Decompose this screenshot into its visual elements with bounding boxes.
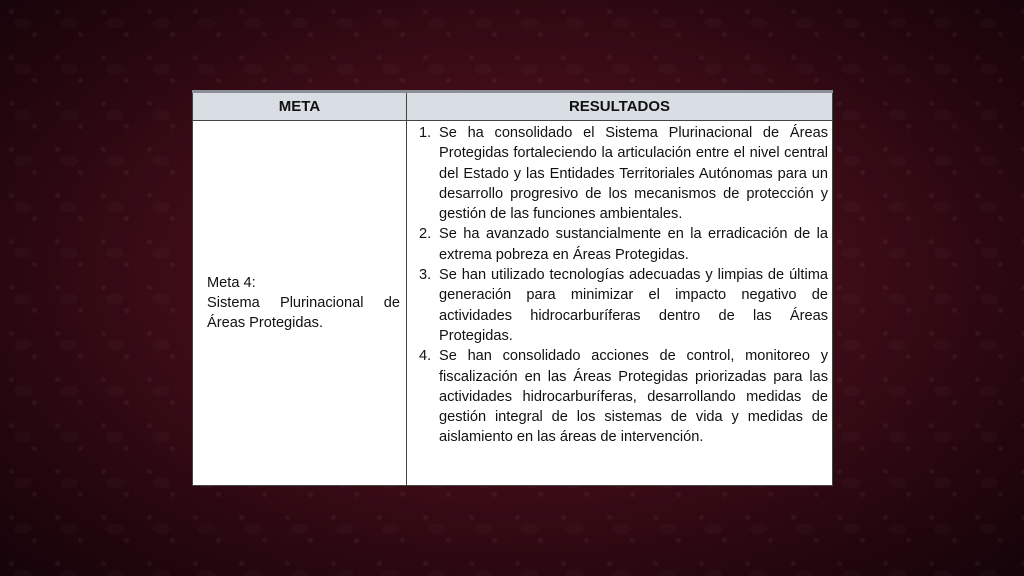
- table-row: [193, 121, 833, 486]
- meta-cell: [193, 121, 407, 486]
- item-number: 1.: [419, 125, 432, 141]
- item-number: 4.: [419, 348, 432, 365]
- item-number: 2.: [419, 226, 432, 243]
- meta-title: Meta 4:: [207, 274, 256, 291]
- list-item: [411, 265, 828, 346]
- item-text: Se ha avanzado sustancialmente en la erradicación de la extrema pobreza en Áreas Protegidas.: [439, 226, 828, 263]
- table: [192, 90, 833, 486]
- item-number: 3.: [419, 267, 432, 284]
- item-text: Se ha consolidado el Sistema Plurinacional de Áreas Protegidas fortaleciendo la articulación entre el nivel central del Estado y las Entidades Territoriales Autónomas para un desarrollo progresivo de los mecanismos de protección y gestión de las funciones ambientales.: [439, 125, 828, 223]
- list-item: [411, 123, 828, 224]
- meta-description: Sistema Plurinacional de Áreas Protegidas.: [207, 294, 400, 332]
- results-list: [411, 123, 828, 448]
- header-resultados: RESULTADOS: [407, 92, 833, 121]
- header-meta: META: [193, 92, 407, 121]
- item-text: Se han utilizado tecnologías adecuadas y limpias de última generación para minimizar el impacto negativo de actividades hidrocarburíferas dentro de las Áreas Protegidas.: [439, 267, 828, 344]
- list-item: [411, 346, 828, 447]
- goals-results-table: [192, 90, 832, 486]
- item-text: Se han consolidado acciones de control, monitoreo y fiscalización en las Áreas Protegidas priorizadas para las actividades hidrocarburíferas, desarrollando medidas de gestión integral de los sistemas de vida y medidas de aislamiento en las áreas de intervención.: [439, 348, 828, 446]
- header-row: [193, 92, 833, 121]
- list-item: [411, 224, 828, 265]
- results-cell: [407, 121, 833, 486]
